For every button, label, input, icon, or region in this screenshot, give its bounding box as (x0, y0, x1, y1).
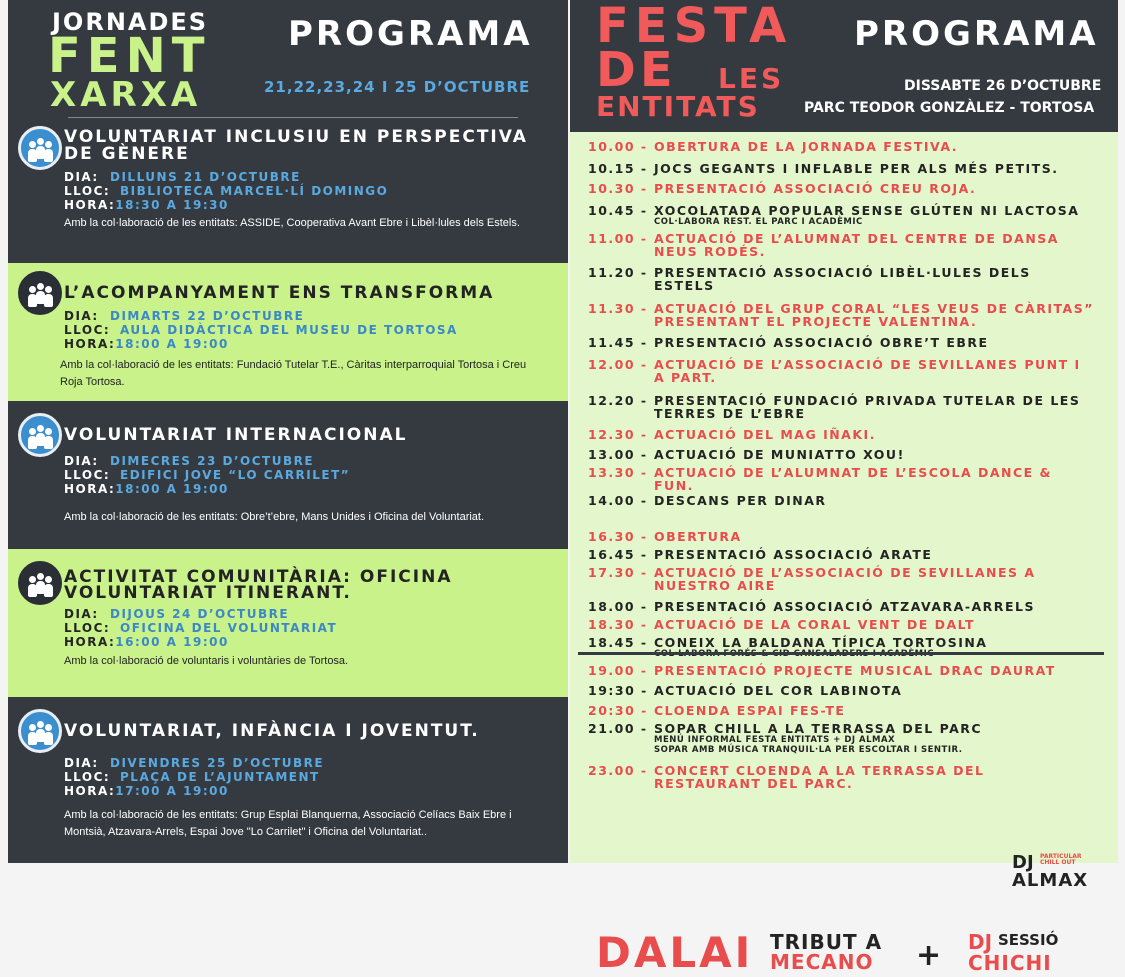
schedule-time: 14.00 - (588, 493, 648, 508)
footer-tribut: TRIBUT A (770, 930, 883, 954)
people-icon (18, 126, 62, 170)
schedule-text: ACTUACIÓ DE L’ALUMNAT DE L’ESCOLA DANCE & FUN. (654, 465, 1052, 493)
schedule-item (588, 722, 1108, 755)
schedule-time: 11.45 - (588, 335, 648, 350)
hora-label: HORA: (64, 337, 116, 351)
schedule-text: ACTUACIÓ DEL COR LABINOTA (654, 683, 903, 698)
schedule-item (588, 394, 1108, 420)
session-hora: 18:30 A 19:30 (115, 198, 229, 212)
schedule-text: XOCOLATADA POPULAR SENSE GLÚTEN NI LACTOSA (654, 203, 1080, 218)
session-5 (8, 697, 568, 863)
hora-label: HORA: (64, 635, 116, 649)
people-icon (18, 271, 62, 315)
session-collab: Amb la col·laboració de les entitats: Fundació Tutelar T.E., Càritas interparroquial Tortosa i Creu Roja Tortosa. (60, 359, 527, 388)
schedule-text: ACTUACIÓ DEL MAG IÑAKI. (654, 427, 876, 442)
session-dia: DIMECRES 23 D’OCTUBRE (110, 454, 315, 468)
brand-line-3: XARXA (50, 75, 202, 115)
schedule-item (588, 494, 1108, 507)
session-title: L’ACOMPANYAMENT ENS TRANSFORMA (64, 283, 495, 303)
people-icon (18, 709, 62, 753)
schedule-text: SOPAR CHILL A LA TERRASSA DEL PARC (654, 721, 983, 736)
festa-line-2: DE (596, 42, 677, 98)
session-title: VOLUNTARIAT INCLUSIU EN PERSPECTIVA (64, 127, 528, 147)
schedule-item (588, 140, 1108, 153)
session-2 (8, 263, 568, 401)
schedule-item (588, 636, 1108, 659)
right-header (570, 0, 1118, 130)
schedule-item (588, 466, 1108, 492)
session-info (64, 454, 350, 496)
schedule-text: ACTUACIÓ DE L’ASSOCIACIÓ DE SEVILLANES A NUESTRO AIRE (654, 565, 1036, 593)
schedule-time: 11.00 - (588, 231, 648, 246)
right-poster-panel (570, 0, 1118, 977)
schedule-time: 11.30 - (588, 301, 648, 316)
schedule-time: 23.00 - (588, 763, 648, 778)
schedule-divider (578, 652, 1104, 655)
session-dia: DIJOUS 24 D’OCTUBRE (110, 607, 290, 621)
schedule-item (588, 764, 1108, 790)
festa-les: LES (718, 62, 785, 95)
schedule-subtext-2: SOPAR AMB MÚSICA TRANQUIL·LA PER ESCOLTAR I SENTIR. (654, 745, 963, 755)
schedule-text: ACTUACIÓ DEL GRUP CORAL “LES VEUS DE CÀRITAS” PRESENTANT EL PROJECTE VALENTINA. (654, 301, 1094, 329)
session-3 (8, 401, 568, 549)
schedule-item (588, 302, 1108, 328)
festa-line-1: FESTA (596, 0, 793, 54)
festa-line-3: ENTITATS (596, 90, 760, 123)
schedule-time: 12.00 - (588, 357, 648, 372)
dia-label: DIA: (64, 454, 99, 468)
session-title-2: DE GÈNERE (64, 144, 190, 164)
hora-label: HORA: (64, 784, 116, 798)
schedule-time: 13.00 - (588, 447, 648, 462)
schedule-text: ACTUACIÓ DE L’ALUMNAT DEL CENTRE DE DANSA NEUS RODÉS. (654, 231, 1059, 259)
schedule-text: PRESENTACIÓ ASSOCIACIÓ CREU ROJA. (654, 181, 977, 196)
schedule-time: 10.30 - (588, 181, 648, 196)
schedule-item (588, 204, 1108, 227)
dia-label: DIA: (64, 756, 99, 770)
schedule-text: OBERTURA DE LA JORNADA FESTIVA. (654, 139, 959, 154)
left-header (8, 0, 568, 120)
session-title-2: VOLUNTARIAT ITINERANT. (64, 583, 352, 603)
brand-line-1: JORNADES (52, 8, 209, 36)
footer-dj: DJ (968, 930, 993, 954)
dia-label: DIA: (64, 309, 99, 323)
session-dia: DIMARTS 22 D’OCTUBRE (110, 309, 305, 323)
footer-dalai: DALAI (596, 928, 754, 977)
dj-almax-name: ALMAX (1012, 870, 1089, 891)
schedule-item (588, 336, 1108, 349)
lloc-label: LLOC: (64, 621, 111, 635)
lloc-label: LLOC: (64, 770, 111, 784)
session-dia: DIVENDRES 25 D’OCTUBRE (110, 756, 325, 770)
session-title: ACTIVITAT COMUNITÀRIA: OFICINA (64, 567, 453, 587)
schedule-time: 13.30 - (588, 465, 648, 480)
schedule-text: CLOENDA ESPAI FES-TE (654, 703, 846, 718)
schedule-time: 11.20 - (588, 265, 648, 280)
session-lloc: PLAÇA DE L’AJUNTAMENT (120, 770, 320, 784)
schedule-time: 18.30 - (588, 617, 648, 632)
dj-almax-dj: DJ (1012, 852, 1034, 873)
schedule-item (588, 232, 1108, 258)
session-info (64, 756, 324, 798)
footer-chichi: CHICHI (968, 951, 1052, 975)
people-icon (18, 413, 62, 457)
session-info (64, 170, 388, 212)
schedule-text: ACTUACIÓ DE LA CORAL VENT DE DALT (654, 617, 976, 632)
schedule-time: 18.45 - (588, 635, 648, 650)
dia-label: DIA: (64, 607, 99, 621)
session-lloc: BIBLIOTECA MARCEL·LÍ DOMINGO (120, 184, 389, 198)
schedule-time: 10.00 - (588, 139, 648, 154)
schedule-item (588, 548, 1108, 561)
hora-label: HORA: (64, 198, 116, 212)
schedule-item (588, 704, 1108, 717)
schedule-text: DESCANS PER DINAR (654, 493, 827, 508)
schedule-text: PRESENTACIÓ PROJECTE MUSICAL DRAC DAURAT (654, 663, 1056, 678)
event-place: PARC TEODOR GONZÀLEZ - TORTOSA (804, 100, 1095, 116)
schedule-item (588, 618, 1108, 631)
schedule-time: 19:30 - (588, 683, 648, 698)
schedule-text: ACTUACIÓ DE L’ASSOCIACIÓ DE SEVILLANES PUNT I A PART. (654, 357, 1081, 385)
schedule-item (588, 566, 1108, 592)
schedule-body (570, 132, 1118, 977)
session-hora: 18:00 A 19:00 (115, 482, 229, 496)
schedule-time: 21.00 - (588, 721, 648, 736)
schedule-item (588, 358, 1108, 384)
schedule-item (588, 684, 1108, 697)
session-hora: 16:00 A 19:00 (115, 635, 229, 649)
schedule-time: 19.00 - (588, 663, 648, 678)
lloc-label: LLOC: (64, 184, 111, 198)
schedule-time: 16.45 - (588, 547, 648, 562)
footer-mecano: MECANO (770, 950, 874, 974)
schedule-item (588, 664, 1108, 677)
session-info (64, 309, 458, 351)
schedule-text: JOCS GEGANTS I INFLABLE PER ALS MÉS PETITS. (654, 161, 1059, 176)
schedule-text: PRESENTACIÓ ASSOCIACIÓ ARATE (654, 547, 933, 562)
schedule-subtext: MENÚ INFORMAL FESTA ENTITATS + DJ ALMAX (654, 735, 896, 745)
left-poster-panel (8, 0, 568, 863)
session-collab: Amb la col·laboració de les entitats: ASSIDE, Cooperativa Avant Ebre i Libèl·lules dels Estels. (64, 217, 520, 229)
schedule-text: PRESENTACIÓ ASSOCIACIÓ LIBÈL·LULES DELS ESTELS (654, 265, 1031, 293)
schedule-text: CONCERT CLOENDA A LA TERRASSA DEL RESTAURANT DEL PARC. (654, 763, 985, 791)
schedule-text: OBERTURA (654, 529, 742, 544)
event-date: DISSABTE 26 D’OCTUBRE (904, 78, 1102, 94)
session-hora: 18:00 A 19:00 (115, 337, 229, 351)
schedule-subtext: COL·LABORA REST. EL PARC I ACADÈMIC (654, 217, 863, 227)
footer-sessio: SESSIÓ (998, 931, 1059, 949)
session-lloc: OFICINA DEL VOLUNTARIAT (120, 621, 338, 635)
schedule-time: 20:30 - (588, 703, 648, 718)
footer-plus: + (916, 938, 942, 973)
schedule-item (588, 182, 1108, 195)
schedule-item (588, 266, 1108, 292)
session-hora: 17:00 A 19:00 (115, 784, 229, 798)
schedule-text: PRESENTACIÓ ASSOCIACIÓ OBRE’T EBRE (654, 335, 989, 350)
left-programa-title: PROGRAMA (288, 14, 533, 54)
session-lloc: EDIFICI JOVE “LO CARRILET” (120, 468, 351, 482)
session-collab: Amb la col·laboració de les entitats: Obre’t’ebre, Mans Unides i Oficina del Voluntariat. (64, 511, 485, 523)
session-4 (8, 549, 568, 697)
schedule-text: PRESENTACIÓ ASSOCIACIÓ ATZAVARA-ARRELS (654, 599, 1035, 614)
schedule-time: 17.30 - (588, 565, 648, 580)
schedule-text: ACTUACIÓ DE MUNIATTO XOU! (654, 447, 905, 462)
schedule-item (588, 162, 1108, 175)
lloc-label: LLOC: (64, 468, 111, 482)
schedule-item (588, 600, 1108, 613)
session-title: VOLUNTARIAT, INFÀNCIA I JOVENTUT. (64, 721, 480, 741)
schedule-time: 16.30 - (588, 529, 648, 544)
session-1 (8, 120, 568, 263)
brand-line-2: FENT (48, 28, 211, 84)
session-lloc: AULA DIDÀCTICA DEL MUSEU DE TORTOSA (120, 323, 458, 337)
schedule-time: 10.45 - (588, 203, 648, 218)
dj-almax-tagline: PARTICULAR CHILL OUT (1040, 853, 1082, 866)
schedule-time: 12.30 - (588, 427, 648, 442)
schedule-item (588, 428, 1108, 441)
lloc-label: LLOC: (64, 323, 111, 337)
schedule-text: PRESENTACIÓ FUNDACIÓ PRIVADA TUTELAR DE LES TERRES DE L’EBRE (654, 393, 1081, 421)
dia-label: DIA: (64, 170, 99, 184)
session-info (64, 607, 337, 649)
session-dia: DILLUNS 21 D’OCTUBRE (110, 170, 301, 184)
schedule-item (588, 448, 1108, 461)
header-divider (68, 117, 518, 118)
left-dates: 21,22,23,24 I 25 D’OCTUBRE (264, 78, 531, 96)
schedule-time: 12.20 - (588, 393, 648, 408)
schedule-time: 18.00 - (588, 599, 648, 614)
session-collab: Amb la col·laboració de les entitats: Grup Esplai Blanquerna, Associació Celíacs Baix Ebre i Montsià, Atzavara-Arrels, Espai Jove "Lo Carrilet" i Oficina del Voluntariat.. (64, 809, 512, 838)
schedule-text: CONEIX LA BALDANA TÍPICA TORTOSINA (654, 635, 988, 650)
session-title: VOLUNTARIAT INTERNACIONAL (64, 425, 408, 445)
schedule-time: 10.15 - (588, 161, 648, 176)
hora-label: HORA: (64, 482, 116, 496)
session-collab: Amb la col·laboració de voluntaris i voluntàries de Tortosa. (64, 655, 349, 667)
people-icon (18, 561, 62, 605)
right-programa-title: PROGRAMA (854, 14, 1099, 54)
schedule-item (588, 530, 1108, 543)
